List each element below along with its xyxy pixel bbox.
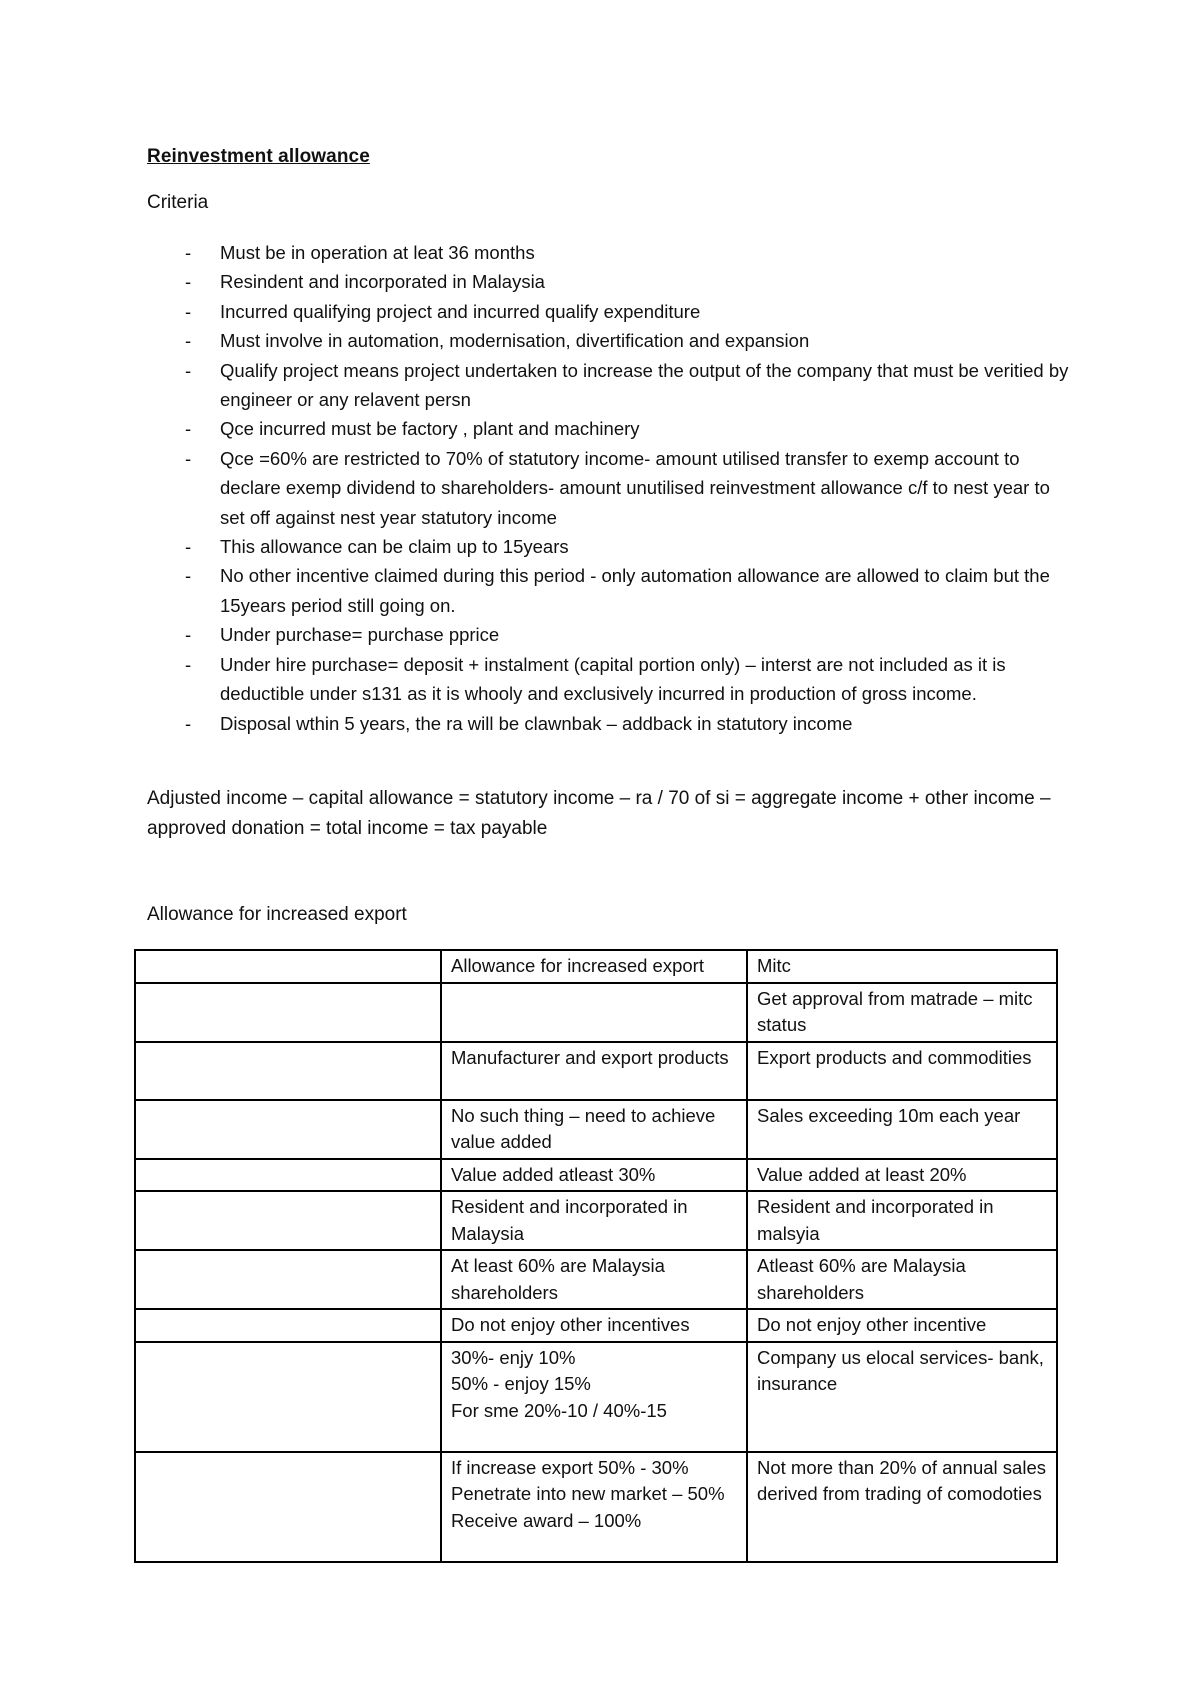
cell-text: Resident and incorporated in malsyia bbox=[757, 1196, 994, 1244]
table-cell bbox=[441, 950, 747, 983]
cell-text: Not more than 20% of annual sales derived from trading of comodoties bbox=[757, 1456, 1046, 1504]
cell-text: Mitc bbox=[757, 955, 791, 976]
cell-text: Sales exceeding 10m each year bbox=[757, 1104, 1021, 1126]
table-cell bbox=[135, 1309, 441, 1342]
cell-text: 50% - enjoy 15% bbox=[451, 1373, 591, 1394]
table-row bbox=[135, 950, 1057, 983]
list-item: - Qualify project means project undertaken to increase the output of the company that must be veritied by engineer or any relavent persn bbox=[185, 359, 1069, 411]
table-cell bbox=[135, 950, 441, 983]
table-cell bbox=[747, 1100, 1057, 1159]
table-cell bbox=[135, 1042, 441, 1100]
cell-text: Company us elocal services- bank, insurance bbox=[757, 1346, 1044, 1394]
cell-text: Manufacturer and export products bbox=[451, 1046, 729, 1068]
list-item: - Incurred qualifying project and incurred qualify expenditure bbox=[185, 300, 701, 322]
cell-text: Export products and commodities bbox=[757, 1046, 1032, 1068]
table-cell bbox=[747, 1250, 1057, 1309]
table-cell bbox=[135, 983, 441, 1042]
list-item: - Under hire purchase= deposit + instalment (capital portion only) – interst are not included as it is deductible under s131 as it is whooly and exclusively incurred in production of gross income. bbox=[185, 653, 1006, 705]
table-cell bbox=[441, 1342, 747, 1452]
cell-text: Resident and incorporated in Malaysia bbox=[451, 1196, 688, 1244]
criteria-list bbox=[147, 238, 1077, 738]
cell-text: If increase export 50% - 30% bbox=[451, 1456, 689, 1478]
table-row bbox=[135, 1309, 1057, 1342]
table-cell bbox=[747, 1191, 1057, 1250]
cell-text: Atleast 60% are Malaysia shareholders bbox=[757, 1255, 966, 1303]
table-cell bbox=[135, 1452, 441, 1562]
table-cell bbox=[441, 1042, 747, 1100]
table-row bbox=[135, 1191, 1057, 1250]
table-row bbox=[135, 1452, 1057, 1562]
table-cell bbox=[747, 1452, 1057, 1562]
list-item: - Under purchase= purchase pprice bbox=[185, 624, 500, 646]
cell-text: Do not enjoy other incentive bbox=[757, 1314, 987, 1335]
income-formula: Adjusted income – capital allowance = statutory income – ra / 70 of si = aggregate income + other income – approved donation = total income = tax payable bbox=[147, 788, 1051, 839]
table-cell bbox=[747, 1309, 1057, 1342]
comparison-table bbox=[134, 949, 1058, 1563]
list-item: - Resindent and incorporated in Malaysia bbox=[185, 271, 545, 293]
table-cell bbox=[747, 1159, 1057, 1192]
cell-text: Penetrate into new market – 50% bbox=[451, 1483, 725, 1504]
table-cell bbox=[135, 1250, 441, 1309]
table-cell bbox=[441, 1159, 747, 1192]
table-cell bbox=[135, 1159, 441, 1192]
cell-text: At least 60% are Malaysia shareholders bbox=[451, 1255, 665, 1303]
table-row bbox=[135, 1342, 1057, 1452]
cell-text: Get approval from matrade – mitc status bbox=[757, 987, 1033, 1035]
table-row bbox=[135, 1100, 1057, 1159]
table-cell bbox=[747, 1342, 1057, 1452]
table-cell bbox=[135, 1342, 441, 1452]
table-cell bbox=[441, 1191, 747, 1250]
table-cell bbox=[747, 950, 1057, 983]
table-cell bbox=[441, 1452, 747, 1562]
table-cell bbox=[135, 1100, 441, 1159]
criteria-heading: Criteria bbox=[147, 192, 209, 213]
cell-text: No such thing – need to achieve value added bbox=[451, 1104, 716, 1152]
table-row bbox=[135, 983, 1057, 1042]
cell-text: For sme 20%-10 / 40%-15 bbox=[451, 1399, 667, 1421]
cell-text: Receive award – 100% bbox=[451, 1509, 642, 1531]
table-cell bbox=[135, 1191, 441, 1250]
cell-text: Value added at least 20% bbox=[757, 1163, 967, 1185]
list-item: - Must involve in automation, modernisation, divertification and expansion bbox=[185, 330, 810, 352]
list-item: - Qce incurred must be factory , plant and machinery bbox=[185, 418, 640, 440]
list-item: - Qce =60% are restricted to 70% of statutory income- amount utilised transfer to exemp account to declare exemp dividend to shareholders- amount unutilised reinvestment allowance c/f to nest year to set off against nest year statutory income bbox=[185, 447, 1050, 528]
table-cell bbox=[441, 983, 747, 1042]
list-item: - No other incentive claimed during this period - only automation allowance are allowed to claim but the 15years period still going on. bbox=[185, 565, 1050, 616]
cell-text: 30%- enjy 10% bbox=[451, 1346, 576, 1368]
table-cell bbox=[747, 1042, 1057, 1100]
table-cell bbox=[441, 1100, 747, 1159]
table-row bbox=[135, 1042, 1057, 1100]
page-title: Reinvestment allowance bbox=[147, 146, 370, 167]
table-cell bbox=[441, 1250, 747, 1309]
list-item: - Must be in operation at leat 36 months bbox=[185, 242, 535, 263]
list-item: - This allowance can be claim up to 15years bbox=[185, 536, 569, 558]
table-row bbox=[135, 1159, 1057, 1192]
table-cell bbox=[747, 983, 1057, 1042]
table-cell bbox=[441, 1309, 747, 1342]
table-row bbox=[135, 1250, 1057, 1309]
list-item: - Disposal wthin 5 years, the ra will be clawnbak – addback in statutory income bbox=[185, 712, 853, 734]
cell-text: Do not enjoy other incentives bbox=[451, 1314, 690, 1335]
cell-text: Allowance for increased export bbox=[451, 955, 704, 976]
cell-text: Value added atleast 30% bbox=[451, 1163, 656, 1185]
section-heading-export: Allowance for increased export bbox=[147, 904, 407, 925]
